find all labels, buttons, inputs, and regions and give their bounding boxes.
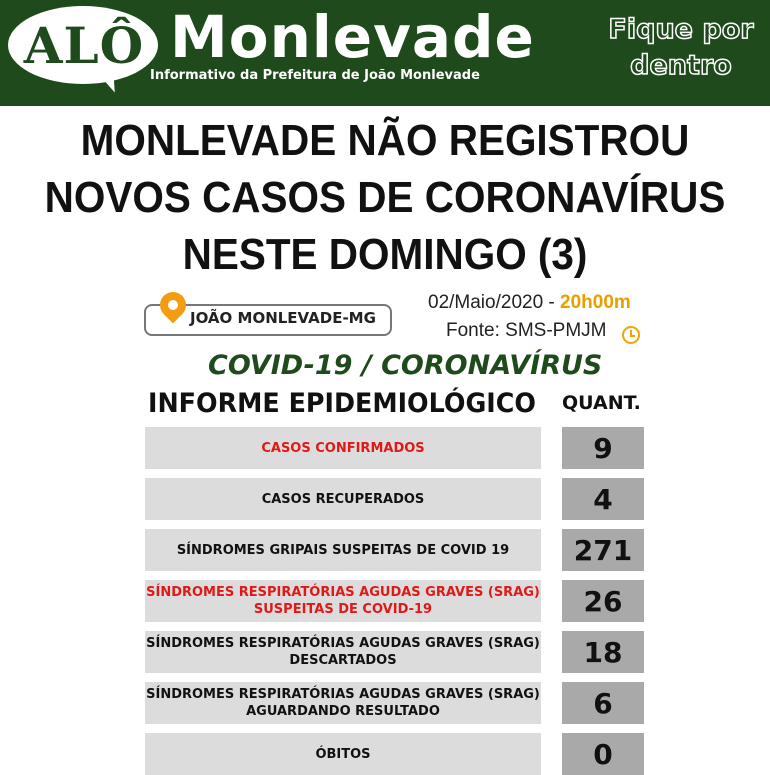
row-label-text	[146, 584, 540, 618]
date-text: 02/Maio/2020 -	[428, 292, 555, 313]
clock-icon	[622, 326, 640, 344]
header-banner	[0, 0, 770, 106]
table-row-value: 0	[562, 733, 644, 775]
row-label-line-1: SÍNDROMES RESPIRATÓRIAS AGUDAS GRAVES (SRAG)	[146, 585, 540, 600]
headline	[31, 112, 739, 283]
row-label-text	[261, 440, 424, 457]
tagline-line-2: dentro	[630, 50, 732, 81]
time-text: 20h00m	[560, 292, 631, 313]
row-label-text	[262, 491, 425, 508]
row-label-text	[315, 746, 370, 763]
headline-line-3: NESTE DOMINGO (3)	[182, 230, 588, 279]
location-label: JOÃO MONLEVADE-MG	[190, 309, 376, 327]
row-label-text	[146, 686, 540, 720]
headline-line-1: MONLEVADE NÃO REGISTROU	[80, 116, 690, 165]
table-row-value: 18	[562, 631, 644, 673]
row-label-line-1: SÍNDROMES RESPIRATÓRIAS AGUDAS GRAVES (SRAG)	[146, 687, 540, 702]
table-row-label	[145, 682, 541, 724]
table-row-label	[145, 478, 541, 520]
covid-title: COVID-19 / CORONAVÍRUS	[208, 350, 603, 381]
source-text: Fonte: SMS-PMJM	[446, 320, 607, 341]
brand-subtitle: Informativo da Prefeitura de João Monlevade	[150, 68, 480, 83]
table-row-value: 6	[562, 682, 644, 724]
headline-line-2: NOVOS CASOS DE CORONAVÍRUS	[44, 173, 726, 222]
table-row-label	[145, 529, 541, 571]
tagline	[598, 12, 764, 84]
row-label-line-2: SUSPEITAS DE COVID-19	[253, 602, 433, 617]
table-row-label	[145, 580, 541, 622]
table-row-label	[145, 631, 541, 673]
report-title: INFORME EPIDEMIOLÓGICO	[148, 388, 536, 419]
table-row-value: 4	[562, 478, 644, 520]
row-label-line-2: DESCARTADOS	[289, 653, 397, 668]
brand-title: Monlevade	[170, 3, 535, 71]
row-label-line-1: SÍNDROMES RESPIRATÓRIAS AGUDAS GRAVES (SRAG)	[146, 636, 540, 651]
table-row-value: 271	[562, 529, 644, 571]
row-label-line-1: ÓBITOS	[315, 746, 371, 762]
table-row-label	[145, 733, 541, 775]
table-row-value: 26	[562, 580, 644, 622]
tagline-line-1: Fique por	[608, 14, 754, 45]
table-row-label	[145, 427, 541, 469]
logo-text: ALÔ	[23, 15, 145, 75]
table-row-value: 9	[562, 427, 644, 469]
row-label-line-1: CASOS RECUPERADOS	[261, 491, 425, 507]
row-label-line-2: AGUARDANDO RESULTADO	[246, 704, 440, 719]
row-label-line-1: CASOS CONFIRMADOS	[261, 440, 425, 456]
row-label-line-1: SÍNDROMES GRIPAIS SUSPEITAS DE COVID 19	[176, 542, 510, 558]
row-label-text	[146, 635, 540, 669]
quant-header: QUANT.	[562, 392, 641, 414]
row-label-text	[177, 542, 509, 559]
date-line	[428, 292, 631, 314]
